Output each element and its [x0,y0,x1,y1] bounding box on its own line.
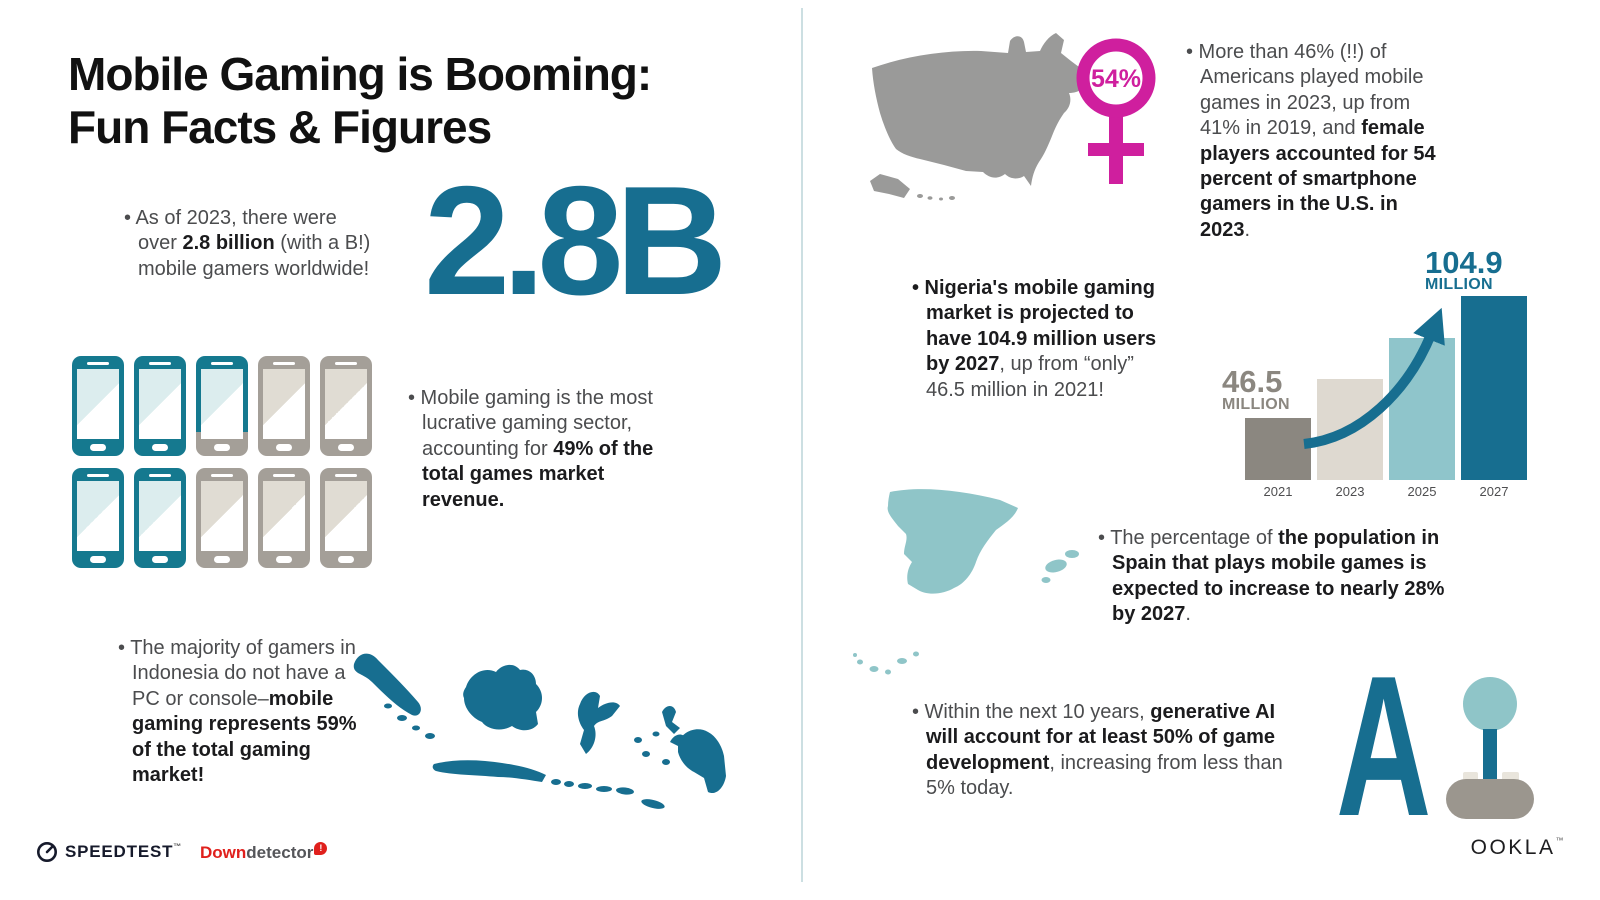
phone-icon-gray [320,356,372,456]
phone-icon-teal [134,468,186,568]
end-unit: MILLION [1425,276,1493,294]
usa-map [856,28,1096,203]
phone-icon-half [196,356,248,456]
female-symbol-icon [1068,36,1164,188]
growth-arrow-icon [1290,292,1470,462]
downdetector-alert-badge: ! [314,842,327,855]
phone-icon-gray [258,468,310,568]
year-2023: 2023 [1335,484,1365,499]
bar-2027 [1461,296,1527,480]
female-percent-label: 54% [1090,65,1142,93]
fact-usa-players: • More than 46% (!!) of Americans played mobile games in 2023, up from 41% in 2019, and female players accounted for 54 percent of smartphone gamers in the U.S. in 2023. [1186,41,1436,241]
phone-icon-teal [134,356,186,456]
start-unit: MILLION [1222,395,1290,413]
speedtest-tm: ™ [173,842,183,851]
phone-grid [72,356,372,568]
speedtest-gauge-icon [36,841,58,863]
end-value: 104.9 [1425,245,1503,280]
year-2021: 2021 [1263,484,1293,499]
fact-indonesia: • The majority of gamers in Indonesia do not have a PC or console–mobile gaming represents 59% of the total gaming market! [118,637,357,786]
phone-icon-gray [258,356,310,456]
phone-icon-gray [196,468,248,568]
page-title [68,48,651,155]
phone-icon-teal [72,468,124,568]
year-2025: 2025 [1407,484,1437,499]
downdetector-rest: detector [246,843,314,862]
ai-joystick-icon [1330,652,1545,824]
indonesia-map [348,642,728,820]
fact-market-revenue: • Mobile gaming is the most lucrative gaming sector, accounting for 49% of the total games market revenue. [408,387,654,511]
fact-spain: • The percentage of the population in Spain that plays mobile games is expected to increase to nearly 28% by 2027. [1098,527,1445,626]
joystick-base [1446,779,1534,819]
speedtest-logo [36,841,182,863]
fact-generative-ai: • Within the next 10 years, generative AI will account for at least 50% of game development, increasing from less than 5% today. [912,701,1283,800]
spain-map [850,462,1100,692]
chart-year-labels [1245,484,1527,499]
joystick-ball [1463,677,1517,731]
center-divider [801,8,803,882]
phone-icon-gray [320,468,372,568]
chart-end-label [1425,245,1503,294]
downdetector-logo [200,843,327,863]
speedtest-wordmark: SPEEDTEST™ [65,842,183,861]
year-2027: 2027 [1479,484,1509,499]
ai-letter-a: A [1336,652,1432,824]
fact-nigeria: • Nigeria's mobile gaming market is projected to have 104.9 million users by 2027, up from “only” 46.5 million in 2021! [912,277,1157,401]
downdetector-down: Down [200,843,247,862]
start-value: 46.5 [1222,364,1283,400]
title-line-2: Fun Facts & Figures [68,101,492,154]
big-number-2-8b: 2.8B [424,154,720,327]
title-line-1: Mobile Gaming is Booming: [68,48,652,100]
ookla-tm: ™ [1555,836,1566,845]
phone-icon-teal [72,356,124,456]
ookla-logo: OOKLA™ [1470,836,1566,859]
fact-gamers-worldwide: • As of 2023, there were over 2.8 billion (with a B!) mobile gamers worldwide! [124,207,371,280]
